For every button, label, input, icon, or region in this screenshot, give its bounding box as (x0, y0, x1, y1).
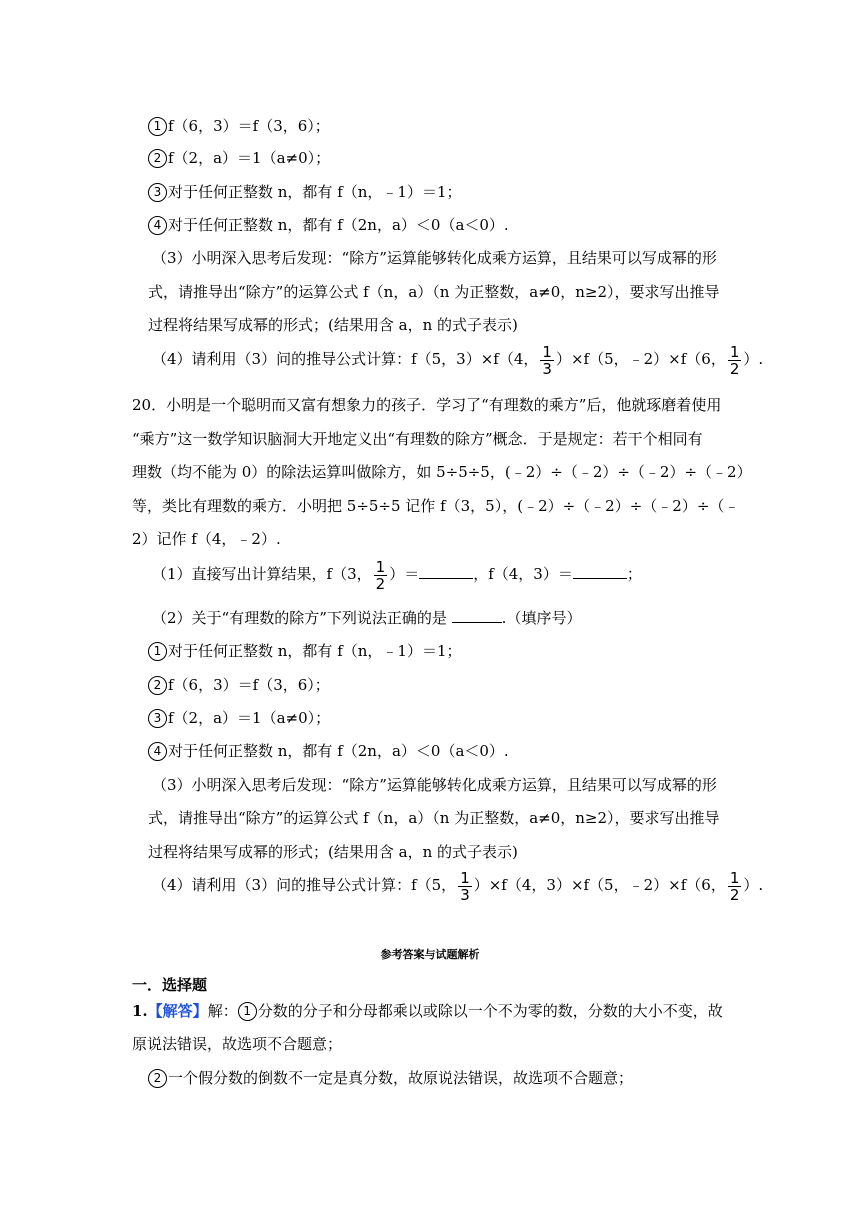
denominator: 2 (729, 359, 740, 378)
q19-item-2 (148, 148, 330, 168)
answer-blank[interactable] (452, 608, 502, 623)
q19-item-4 (148, 215, 509, 235)
fraction-one-half (728, 344, 742, 377)
q19-part3-line3: 过程将结果写成幂的形式；(结果用含 a，n 的式子表示) (148, 316, 518, 334)
circled-number: 3 (148, 709, 167, 728)
circled-number: 2 (148, 676, 167, 695)
answer-1-line2: 原说法错误，故选项不合题意； (132, 1035, 343, 1053)
section-heading: 一．选择题 (132, 976, 208, 994)
fraction-one-third (540, 344, 554, 377)
q20-line5: 2）记作 f（4，﹣2）. (132, 530, 281, 548)
numerator: 1 (375, 557, 386, 576)
q20-line4: 等，类比有理数的乘方．小明把 5÷5÷5 记作 f（3，5），(﹣2）÷（﹣2）÷（﹣2）÷（﹣ (132, 497, 740, 515)
q19-part4-text-c: ）. (743, 350, 764, 368)
answer-blank[interactable] (419, 564, 473, 579)
fraction-one-half (728, 870, 742, 903)
circled-number: 2 (148, 1069, 167, 1088)
denominator: 3 (542, 359, 552, 378)
numerator: 1 (729, 868, 740, 887)
q20-line3: 理数（均不能为 0）的除法运算叫做除方，如 5÷5÷5，(﹣2）÷（﹣2）÷（﹣2）÷（﹣2） (132, 463, 752, 481)
q20-part4-text-b: ）×f（4，3）×f（5，﹣2）×f（6， (473, 876, 726, 894)
q19-item-3 (148, 182, 462, 202)
circled-number: 1 (148, 117, 167, 136)
item-text: 对于任何正整数 n，都有 f（2n，a）＜0（a＜0）. (168, 216, 509, 234)
q20-part2-text-b: .（填序号） (501, 609, 582, 627)
q20-part3-line2: 式，请推导出“除方”的运算公式 f（n，a）（n 为正整数，a≠0，n≥2），要求写出推导 (148, 809, 720, 827)
q20-part3-line3: 过程将结果写成幂的形式；(结果用含 a，n 的式子表示) (148, 843, 518, 861)
circled-number: 4 (148, 216, 167, 235)
q20-line2: “乘方”这一数学知识脑洞大开地定义出“有理数的除方”概念．于是规定：若干个相同有 (132, 430, 703, 448)
answer-1-line1 (132, 1001, 723, 1021)
q20-part1-text-a: （1）直接写出计算结果，f（3， (152, 565, 372, 583)
q20-part1 (152, 557, 642, 592)
circled-number: 2 (148, 149, 167, 168)
numerator: 1 (542, 342, 552, 361)
q19-item-1 (148, 116, 330, 136)
answer-text: 分数的分子和分母都乘以或除以一个不为零的数，分数的大小不变，故 (257, 1002, 723, 1020)
answer-1-line3 (148, 1068, 633, 1088)
q19-part3-line1: （3）小明深入思考后发现：“除方”运算能够转化成乘方运算，且结果可以写成幂的形 (152, 249, 717, 267)
q19-part4-text-a: （4）请利用（3）问的推导公式计算：f（5，3）×f（4， (152, 350, 539, 368)
answers-title: 参考答案与试题解析 (380, 948, 480, 961)
q20-item-2 (148, 675, 330, 695)
item-text: f（2，a）＝1（a≠0）； (168, 149, 331, 167)
numerator: 1 (460, 868, 470, 887)
q20-part1-text-b: ）＝ (389, 565, 420, 583)
item-text: 对于任何正整数 n，都有 f（n，﹣1）＝1； (168, 642, 462, 660)
denominator: 2 (375, 574, 386, 593)
denominator: 2 (729, 885, 740, 904)
circled-number: 4 (148, 742, 167, 761)
q20-item-1 (148, 641, 462, 661)
item-text: 对于任何正整数 n，都有 f（2n，a）＜0（a＜0）. (168, 742, 509, 760)
fraction-one-third (458, 870, 472, 903)
answer-tag: 【解答】 (147, 1002, 208, 1020)
item-text: f（2，a）＝1（a≠0）； (168, 709, 331, 727)
q20-part2 (152, 608, 581, 628)
item-text: f（6，3）＝f（3，6）； (168, 676, 330, 694)
fraction-one-half (374, 559, 388, 592)
item-text: 对于任何正整数 n，都有 f（n，﹣1）＝1； (168, 183, 462, 201)
q20-part4 (152, 868, 763, 903)
q20-part3-line1: （3）小明深入思考后发现：“除方”运算能够转化成乘方运算，且结果可以写成幂的形 (152, 776, 717, 794)
numerator: 1 (729, 342, 740, 361)
q19-part3-line2: 式，请推导出“除方”的运算公式 f（n，a）（n 为正整数，a≠0，n≥2），要求写出推导 (148, 283, 720, 301)
q19-part4 (152, 342, 763, 377)
item-text: f（6，3）＝f（3，6）； (168, 117, 330, 135)
answer-text: 一个假分数的倒数不一定是真分数，故原说法错误，故选项不合题意； (168, 1069, 634, 1087)
q19-part4-text-b: ）×f（5，﹣2）×f（6， (555, 350, 726, 368)
q20-part4-text-c: ）. (743, 876, 764, 894)
circled-number: 3 (148, 183, 167, 202)
q20-part4-text-a: （4）请利用（3）问的推导公式计算：f（5， (152, 876, 457, 894)
circled-number: 1 (148, 642, 167, 661)
q20-item-3 (148, 708, 330, 728)
q20-item-4 (148, 741, 509, 761)
answer-number: 1. (132, 1002, 148, 1020)
q20-part1-text-c: ，f（4，3）＝ (473, 565, 573, 583)
q20-part2-text-a: （2）关于“有理数的除方”下列说法正确的是 (152, 609, 447, 627)
denominator: 3 (460, 885, 470, 904)
q20-part1-text-d: ； (626, 565, 642, 583)
q20-line1: 20．小明是一个聪明而又富有想象力的孩子．学习了“有理数的乘方”后，他就琢磨着使用 (132, 396, 722, 414)
answer-blank[interactable] (573, 564, 627, 579)
answer-prefix: 解： (207, 1002, 238, 1020)
circled-number: 1 (238, 1002, 257, 1021)
